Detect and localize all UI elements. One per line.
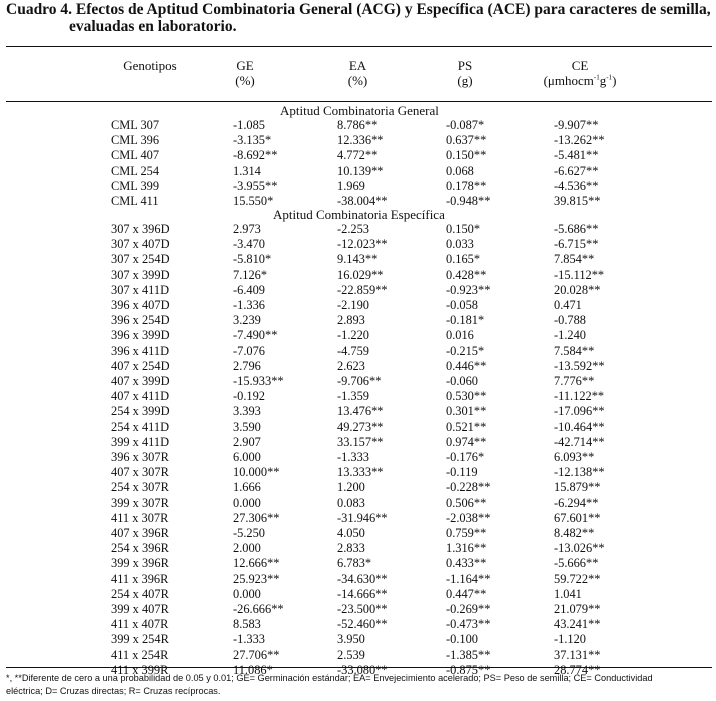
ge-value: 25.923** [233, 571, 280, 586]
ce-value: -15.112** [554, 267, 605, 282]
ce-value: -5.666** [554, 556, 599, 571]
ge-value: 8.583 [233, 617, 261, 632]
ace-row [0, 602, 664, 617]
ea-value: 33.157** [337, 434, 384, 449]
header-ps-unit: (g) [457, 73, 473, 88]
ea-value: -2.253 [337, 222, 370, 236]
ce-value: -0.788 [554, 313, 587, 328]
genotipo: 399 x 307R [111, 495, 169, 510]
ps-value: 0.428** [446, 267, 487, 282]
ce-value: 7.854** [554, 252, 595, 267]
ace-row [0, 404, 664, 419]
ps-value: 1.316** [446, 541, 487, 556]
ge-value: 2.907 [233, 434, 261, 449]
row-spacer [0, 237, 111, 252]
ge-value: 1.314 [233, 163, 261, 178]
genotipo: 307 x 407D [111, 237, 170, 252]
caption-line1: Efectos de Aptitud Combinatoria General (ACG) y Específica (ACE) para caracteres de semilla, [75, 1, 711, 18]
ace-row [0, 328, 664, 343]
ge-value: -3.955** [233, 178, 278, 193]
row-spacer [0, 632, 111, 647]
row-spacer [0, 617, 111, 632]
genotipo: 399 x 411D [111, 434, 170, 449]
genotipo: 254 x 396R [111, 541, 169, 556]
ea-value: 2.893 [337, 313, 365, 328]
ce-value: -42.714** [554, 434, 605, 449]
ge-value: -15.933** [233, 374, 284, 389]
ge-value: -1.085 [233, 118, 266, 132]
ge-value: 3.239 [233, 313, 261, 328]
ace-row [0, 617, 664, 632]
row-spacer [0, 389, 111, 404]
acg-row [0, 164, 664, 179]
ce-value: 67.601** [554, 510, 601, 525]
ps-value: 0.447** [446, 586, 487, 601]
header-ce-label: CE [571, 58, 589, 73]
ea-value: -33.080** [337, 662, 388, 677]
row-spacer [0, 420, 111, 435]
ce-value: -11.122** [554, 389, 605, 404]
ps-value: 0.521** [446, 419, 487, 434]
ace-row [0, 526, 664, 541]
row-spacer [0, 648, 111, 663]
ge-value: 1.666 [233, 480, 261, 495]
ea-value: -14.666** [337, 586, 388, 601]
genotipo: 399 x 396R [111, 556, 169, 571]
ps-value: -0.948** [446, 194, 491, 209]
header-genotipos [100, 58, 200, 73]
genotipo: 407 x 411D [111, 389, 170, 404]
genotipo: 411 x 396R [111, 571, 169, 586]
row-spacer [0, 526, 111, 541]
row-spacer [0, 404, 111, 419]
ea-value: 1.969 [337, 178, 365, 193]
ce-value: -17.096** [554, 404, 605, 419]
row-spacer [0, 252, 111, 267]
ps-value: 0.433** [446, 556, 487, 571]
ge-value: 27.306** [233, 510, 280, 525]
ce-value: -13.262** [554, 133, 605, 148]
table-ace [0, 222, 664, 678]
ps-value: -0.923** [446, 282, 491, 297]
row-spacer [0, 133, 111, 148]
ps-value: 0.301** [446, 404, 487, 419]
ce-value: -5.481** [554, 148, 599, 163]
ace-row [0, 268, 664, 283]
ea-value: -4.759 [337, 343, 370, 358]
ge-value: 11.086* [233, 662, 273, 677]
ge-value: 2.000 [233, 541, 261, 556]
ce-value: 7.776** [554, 374, 595, 389]
ea-value: -31.946** [337, 510, 388, 525]
ace-row [0, 222, 664, 237]
row-spacer [0, 556, 111, 571]
header-ps-label: PS [457, 58, 473, 73]
ce-value: 0.471 [554, 298, 582, 313]
ps-value: -2.038** [446, 510, 491, 525]
ps-value: 0.068 [446, 163, 474, 178]
ea-value: 2.623 [337, 358, 365, 373]
genotipo: 399 x 407R [111, 602, 169, 617]
acg-row [0, 148, 664, 163]
genotipo: 411 x 407R [111, 617, 169, 632]
ea-value: -1.359 [337, 389, 370, 404]
ace-row [0, 556, 664, 571]
header-ea-label: EA [348, 58, 367, 73]
header-ea-unit: (%) [347, 73, 368, 88]
ps-value: -0.176* [446, 450, 485, 465]
section-ace-label: Aptitud Combinatoria Específica [273, 207, 445, 222]
ps-value: -0.100 [446, 632, 479, 647]
ea-value: -12.023** [337, 237, 388, 252]
ea-value: -34.630** [337, 571, 388, 586]
ge-value: 6.000 [233, 450, 261, 465]
genotipo: 407 x 254D [111, 358, 170, 373]
ace-row [0, 541, 664, 556]
row-spacer [0, 541, 111, 556]
acg-row [0, 179, 664, 194]
genotipo: 407 x 307R [111, 465, 169, 480]
ea-value: 9.143** [337, 252, 378, 267]
ce-value: 21.079** [554, 602, 601, 617]
row-spacer [0, 148, 111, 163]
ea-value: 13.333** [337, 465, 384, 480]
ps-value: -0.058 [446, 298, 479, 313]
row-spacer [0, 313, 111, 328]
ace-row [0, 648, 664, 663]
ace-row [0, 344, 664, 359]
row-spacer [0, 344, 111, 359]
header-ce-unit: $(\mu mhocm^{-1}g^{-1})$ [543, 73, 617, 88]
ps-value: 0.178** [446, 178, 487, 193]
ce-value: -6.627** [554, 163, 599, 178]
ps-value: -0.228** [446, 480, 491, 495]
row-spacer [0, 496, 111, 511]
ce-value: 28.774** [554, 662, 601, 677]
row-spacer [0, 283, 111, 298]
ea-value: 2.833 [337, 541, 365, 556]
ps-value: 0.637** [446, 133, 487, 148]
ce-value: 59.722** [554, 571, 601, 586]
genotipo: 396 x 399D [111, 328, 170, 343]
ps-value: -1.385** [446, 647, 491, 662]
ace-row [0, 572, 664, 587]
ace-row [0, 359, 664, 374]
ps-value: -0.060 [446, 374, 479, 389]
genotipo: 411 x 254R [111, 647, 169, 662]
ea-value: 10.139** [337, 163, 384, 178]
genotipo: CML 307 [111, 118, 160, 132]
ea-value: 4.050 [337, 526, 365, 541]
top-rule [6, 46, 712, 47]
ps-value: -0.181* [446, 313, 485, 328]
ace-row [0, 632, 664, 647]
ce-value: -12.138** [554, 465, 605, 480]
row-spacer [0, 465, 111, 480]
ce-value: 1.041 [554, 586, 582, 601]
ea-value: -23.500** [337, 602, 388, 617]
ps-value: 0.759** [446, 526, 487, 541]
ge-value: -5.250 [233, 526, 266, 541]
genotipo: 407 x 399D [111, 374, 170, 389]
genotipo: 254 x 407R [111, 586, 169, 601]
table-caption [6, 1, 712, 35]
ace-row [0, 480, 664, 495]
header-ge-unit: (%) [235, 73, 255, 88]
row-spacer [0, 164, 111, 179]
ge-value: -1.336 [233, 298, 266, 313]
ps-value: -0.269** [446, 602, 491, 617]
ce-value: 6.093** [554, 450, 595, 465]
genotipo: 411 x 307R [111, 510, 169, 525]
genotipo: 399 x 254R [111, 632, 169, 647]
ea-value: 49.273** [337, 419, 384, 434]
ea-value: -52.460** [337, 617, 388, 632]
row-spacer [0, 602, 111, 617]
ge-value: 15.550* [233, 194, 274, 209]
ge-value: -26.666** [233, 602, 284, 617]
ge-value: -3.135* [233, 133, 272, 148]
table-acg [0, 118, 664, 209]
footnote-line1: *, **Diferente de cero a una probabilidad de 0.05 y 0.01; GE= Germinación estándar; EA= Envejecimiento acelerado; PS= Peso de semilla; CE= Conductividad [6, 673, 653, 683]
ace-row [0, 420, 664, 435]
header-rule [6, 101, 712, 102]
genotipo: 307 x 254D [111, 252, 170, 267]
ge-value: 10.000** [233, 465, 280, 480]
ea-value: -2.190 [337, 298, 370, 313]
ea-value: -38.004** [337, 194, 388, 209]
ace-row [0, 435, 664, 450]
ace-row [0, 389, 664, 404]
section-acg-label: Aptitud Combinatoria General [280, 103, 439, 118]
row-spacer [0, 480, 111, 495]
ace-row [0, 298, 664, 313]
row-spacer [0, 587, 111, 602]
ce-value: 8.482** [554, 526, 595, 541]
caption-line2: evaluadas en laboratorio. [69, 18, 237, 35]
footnote [6, 672, 712, 698]
ace-row [0, 587, 664, 602]
row-spacer [0, 435, 111, 450]
ge-value: 3.393 [233, 404, 261, 419]
caption-label: Cuadro 4. [6, 1, 73, 18]
ps-value: 0.506** [446, 495, 487, 510]
genotipo: 396 x 254D [111, 313, 170, 328]
genotipo: 396 x 411D [111, 343, 170, 358]
ce-value: -9.907** [554, 118, 599, 132]
acg-row [0, 133, 664, 148]
header-ea [315, 58, 400, 88]
row-spacer [0, 374, 111, 389]
ce-value: 39.815** [554, 194, 601, 209]
ge-value: 2.796 [233, 358, 261, 373]
ps-value: -1.164** [446, 571, 491, 586]
ge-value: 7.126* [233, 267, 268, 282]
row-spacer [0, 179, 111, 194]
ps-value: 0.150* [446, 222, 481, 236]
ea-value: 12.336** [337, 133, 384, 148]
ps-value: 0.150** [446, 148, 487, 163]
ace-row [0, 511, 664, 526]
ge-value: 2.973 [233, 222, 261, 236]
row-spacer [0, 450, 111, 465]
ce-value: -6.715** [554, 237, 599, 252]
ps-value: -0.119 [446, 465, 478, 480]
ce-value: 7.584** [554, 343, 595, 358]
genotipo: CML 411 [111, 194, 159, 209]
row-spacer [0, 328, 111, 343]
row-spacer [0, 222, 111, 237]
ce-value: -6.294** [554, 495, 599, 510]
ea-value: 3.950 [337, 632, 365, 647]
ace-row [0, 252, 664, 267]
ce-value: -1.120 [554, 632, 587, 647]
row-spacer [0, 298, 111, 313]
ea-value: 0.083 [337, 495, 365, 510]
ge-value: -1.333 [233, 632, 266, 647]
ce-value: -4.536** [554, 178, 599, 193]
genotipo: 396 x 307R [111, 450, 169, 465]
ce-value: 20.028** [554, 282, 601, 297]
ge-value: 3.590 [233, 419, 261, 434]
ge-value: 12.666** [233, 556, 280, 571]
ce-value: 37.131** [554, 647, 601, 662]
genotipo: 307 x 411D [111, 282, 170, 297]
ps-value: 0.530** [446, 389, 487, 404]
row-spacer [0, 359, 111, 374]
ea-value: -1.220 [337, 328, 370, 343]
ge-value: -5.810* [233, 252, 272, 267]
ace-row [0, 465, 664, 480]
ea-value: -9.706** [337, 374, 382, 389]
ea-value: 4.772** [337, 148, 378, 163]
ea-value: -22.859** [337, 282, 388, 297]
header-ge-label: GE [236, 58, 254, 73]
ps-value: -0.215* [446, 343, 485, 358]
ce-value: 43.241** [554, 617, 601, 632]
genotipo: 254 x 411D [111, 419, 170, 434]
row-spacer [0, 572, 111, 587]
ace-row [0, 374, 664, 389]
ea-value: -1.333 [337, 450, 370, 465]
ge-value: -8.692** [233, 148, 278, 163]
ace-row [0, 237, 664, 252]
row-spacer [0, 194, 111, 209]
ge-value: -6.409 [233, 282, 266, 297]
ps-value: 0.033 [446, 237, 474, 252]
genotipo: 307 x 396D [111, 222, 170, 236]
ps-value: -0.875** [446, 662, 491, 677]
ge-value: 0.000 [233, 495, 261, 510]
ea-value: 13.476** [337, 404, 384, 419]
header-ps [425, 58, 505, 88]
ce-value: -5.686** [554, 222, 599, 236]
ea-value: 16.029** [337, 267, 384, 282]
ace-row [0, 313, 664, 328]
ps-value: 0.016 [446, 328, 474, 343]
ps-value: 0.974** [446, 434, 487, 449]
genotipo: CML 407 [111, 148, 160, 163]
ce-value: -13.592** [554, 358, 605, 373]
genotipo: 396 x 407D [111, 298, 170, 313]
genotipo: CML 396 [111, 133, 160, 148]
ge-value: -7.076 [233, 343, 266, 358]
ge-value: -7.490** [233, 328, 278, 343]
ps-value: -0.473** [446, 617, 491, 632]
footnote-line2: eléctrica; D= Cruzas directas; R= Cruzas recíprocas. [6, 686, 221, 696]
ps-value: 0.446** [446, 358, 487, 373]
ea-value: 1.200 [337, 480, 365, 495]
row-spacer [0, 511, 111, 526]
ge-value: 27.706** [233, 647, 280, 662]
ea-value: 8.786** [337, 118, 378, 132]
ce-value: 15.879** [554, 480, 601, 495]
ace-row [0, 496, 664, 511]
ace-row [0, 283, 664, 298]
row-spacer [0, 268, 111, 283]
ace-row [0, 450, 664, 465]
genotipo: CML 399 [111, 178, 160, 193]
ps-value: -0.087* [446, 118, 485, 132]
genotipo: 411 x 399R [111, 662, 169, 677]
ge-value: 0.000 [233, 586, 261, 601]
genotipo: 407 x 396R [111, 526, 169, 541]
acg-row [0, 118, 664, 133]
header-ge [205, 58, 285, 88]
genotipo: 307 x 399D [111, 267, 170, 282]
ps-value: 0.165* [446, 252, 481, 267]
ge-value: -3.470 [233, 237, 266, 252]
row-spacer [0, 118, 111, 133]
ce-value: -13.026** [554, 541, 605, 556]
genotipo: CML 254 [111, 163, 160, 178]
genotipo: 254 x 399D [111, 404, 170, 419]
bottom-rule [6, 667, 712, 668]
ea-value: 2.539 [337, 647, 365, 662]
ea-value: 6.783* [337, 556, 372, 571]
ce-value: -1.240 [554, 328, 587, 343]
header-ce [525, 58, 635, 88]
genotipo: 254 x 307R [111, 480, 169, 495]
ge-value: -0.192 [233, 389, 266, 404]
header-genotipos-label: Genotipos [123, 58, 177, 73]
ce-value: -10.464** [554, 419, 605, 434]
